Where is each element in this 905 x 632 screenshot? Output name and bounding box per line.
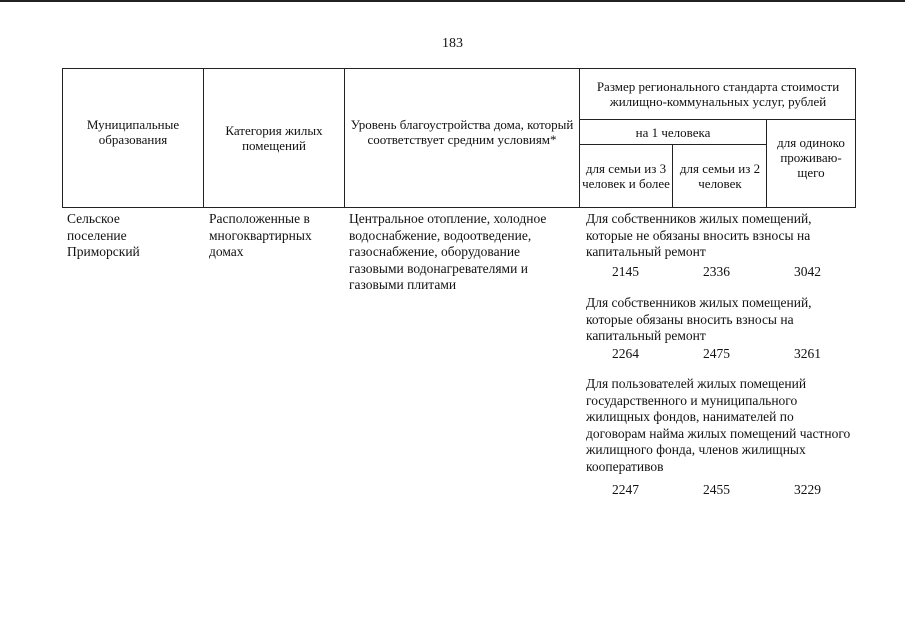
table-right-border <box>855 68 856 208</box>
row-category: Расположенные в многоквартирных домах <box>209 211 312 259</box>
value-family-3: 2145 <box>612 264 639 279</box>
header-amenities: Уровень благоустройства дома, который соответствует средним условиям* <box>350 116 574 147</box>
group-label: Для собственников жилых помещений, которые не обязаны вносить взносы на капитальный ремонт <box>586 211 812 259</box>
value-family-2: 2455 <box>703 482 730 497</box>
header-standard-size: Размер регионального стандарта стоимости жилищно-коммунальных услуг, рублей <box>596 79 840 109</box>
header-single: для одиноко проживаю-щего <box>777 134 845 180</box>
group-label: Для собственников жилых помещений, которые обязаны вносить взносы на капитальный ремонт <box>586 295 812 343</box>
header-municipality: Муниципальные образования <box>86 116 180 147</box>
row-amenities: Центральное отопление, холодное водоснабжение, водоотведение, газоснабжение, оборудование газовыми водонагревателями и газовыми плитами <box>349 211 547 292</box>
page-number: 183 <box>442 36 463 51</box>
header-bottom-border <box>62 207 855 208</box>
group-label: Для пользователей жилых помещений государственного и муниципального жилищных фондов, нанимателей по договорам найма жилых помещений частного жилищного фонда, членов жилищных кооперативов <box>586 376 851 474</box>
value-family-2: 2475 <box>703 346 730 361</box>
value-family-3: 2247 <box>612 482 639 497</box>
header-family-2: для семьи из 2 человек <box>679 161 761 191</box>
column-divider-4 <box>672 144 673 208</box>
header-category: Категория жилых помещений <box>225 122 323 153</box>
column-divider-1 <box>203 68 204 208</box>
header-per-person: на 1 человека <box>635 124 711 140</box>
value-family-2: 2336 <box>703 264 730 279</box>
table-left-border <box>62 68 63 208</box>
value-single: 3261 <box>794 346 821 361</box>
value-single: 3042 <box>794 264 821 279</box>
column-divider-2 <box>344 68 345 208</box>
row-municipality: Сельское поселение Приморский <box>67 211 140 259</box>
value-family-3: 2264 <box>612 346 639 361</box>
page-top-border <box>0 0 905 2</box>
column-divider-5 <box>766 119 767 208</box>
value-single: 3229 <box>794 482 821 497</box>
header-family-3: для семьи из 3 человек и более <box>582 161 670 191</box>
